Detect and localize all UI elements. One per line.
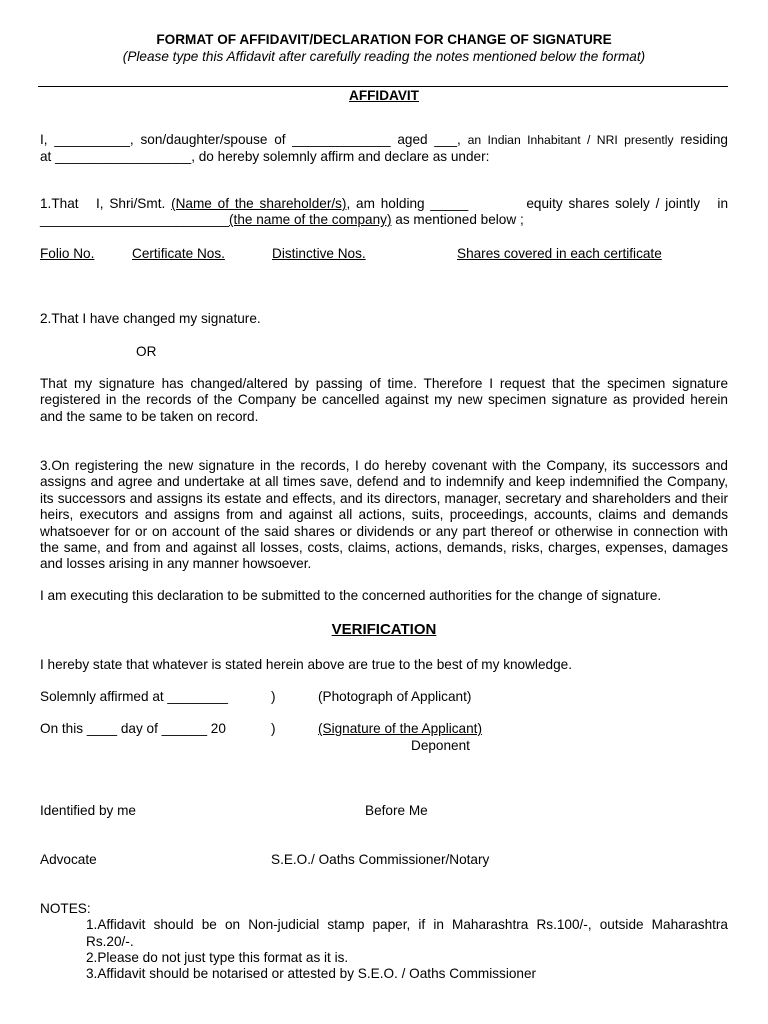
company-name-placeholder: (the name of the company)	[229, 212, 392, 227]
para1-blank: _________________________	[40, 212, 230, 227]
para2: 2.That I have changed my signature.	[40, 311, 261, 326]
intro-line-1	[40, 132, 728, 148]
note-1-line-1: 1.Affidavit should be on Non-judicial stamp paper, if in Maharashtra Rs.100/-, outside Maharashtra	[86, 917, 728, 932]
intro-line-2: at __________________, do hereby solemnly affirm and declare as under:	[40, 149, 490, 164]
para1-line-2	[40, 212, 524, 227]
affirmed-at: Solemnly affirmed at ________	[40, 689, 228, 704]
executing-statement: I am executing this declaration to be submitted to the concerned authorities for the change of signature.	[40, 588, 662, 603]
column-certificate: Certificate Nos.	[132, 246, 225, 261]
note-2: 2.Please do not just type this format as it is.	[86, 950, 349, 965]
document-subtitle: (Please type this Affidavit after carefully reading the notes mentioned below the format)	[122, 49, 646, 64]
paren-2: )	[271, 721, 276, 736]
column-shares: Shares covered in each certificate	[457, 246, 662, 261]
identified-by: Identified by me	[40, 803, 136, 818]
intro-text-c: residing	[673, 132, 728, 147]
column-folio: Folio No.	[40, 246, 95, 261]
para1-text-b: , am holding _____ equity shares solely / jointly in	[346, 196, 729, 211]
verification-heading: VERIFICATION	[331, 621, 437, 638]
seo-label: S.E.O./ Oaths Commissioner/Notary	[271, 852, 490, 867]
signature-label: (Signature of the Applicant)	[318, 721, 482, 736]
intro-text-b: an Indian Inhabitant / NRI presently	[467, 133, 674, 147]
document-title: FORMAT OF AFFIDAVIT/DECLARATION FOR CHANGE OF SIGNATURE	[156, 32, 612, 47]
paren-1: )	[271, 689, 276, 704]
advocate-label: Advocate	[40, 852, 97, 867]
para3: 3.On registering the new signature in the records, I do hereby covenant with the Company, its successors and assigns and agree and undertake at all times save, defend and to indemnify and keep indemnified the Company, its successors and assigns its estate and effects, and its directors, manager, secretary and shareholders and their heirs, executors and assigns from and against all actions, suits, proceedings, accounts, claims and demands whatsoever for or on account of the said shares or dividends or any part thereof or otherwise in connection with the same, and from and against all losses, costs, claims, actions, demands, risks, charges, expenses, damages and losses arising in any manner howsoever.	[40, 458, 728, 572]
header-divider	[38, 86, 728, 87]
on-this-day: On this ____ day of ______ 20	[40, 721, 226, 736]
para1-text-a: 1.That I, Shri/Smt.	[40, 196, 172, 211]
column-distinctive: Distinctive Nos.	[272, 246, 366, 261]
para1-line-1	[40, 196, 728, 212]
before-me: Before Me	[365, 803, 428, 818]
note-3: 3.Affidavit should be notarised or attested by S.E.O. / Oaths Commissioner	[86, 966, 537, 981]
verification-statement: I hereby state that whatever is stated herein above are true to the best of my knowledge.	[40, 657, 572, 672]
or-text: OR	[136, 344, 157, 359]
note-1-line-2: Rs.20/-.	[86, 934, 134, 949]
affidavit-heading: AFFIDAVIT	[349, 88, 419, 103]
deponent-label: Deponent	[411, 738, 470, 753]
para1-text-c: as mentioned below ;	[391, 212, 524, 227]
photograph-label: (Photograph of Applicant)	[318, 689, 472, 704]
notes-heading: NOTES:	[40, 901, 91, 916]
shareholder-name-placeholder: (Name of the shareholder/s)	[171, 196, 347, 211]
intro-text-a: I, __________, son/daughter/spouse of _____________ aged ___,	[40, 132, 468, 147]
para2-alt: That my signature has changed/altered by passing of time. Therefore I request that the specimen signature registered in the records of the Company be cancelled against my new specimen signature as provided herein and the same to be taken on record.	[40, 376, 728, 424]
